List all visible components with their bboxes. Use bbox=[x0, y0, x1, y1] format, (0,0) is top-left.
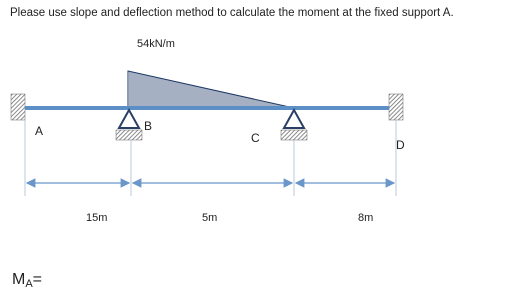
fixed-support-a-wall bbox=[11, 94, 25, 120]
support-label-c: C bbox=[251, 131, 260, 145]
question-text: Please use slope and deflection method to calculate the moment at the fixed support A. bbox=[10, 7, 454, 19]
span-length-2: 5m bbox=[202, 212, 218, 224]
load-label: 54kN/m bbox=[137, 38, 175, 50]
span-length-1: 15m bbox=[86, 212, 108, 224]
support-label-a: A bbox=[35, 124, 44, 138]
answer-symbol: M bbox=[12, 271, 26, 288]
support-label-d: D bbox=[396, 138, 405, 152]
answer-suffix: = bbox=[32, 271, 43, 288]
answer-subscript: A bbox=[25, 278, 33, 290]
pin-support-c bbox=[281, 110, 307, 140]
extension-lines bbox=[25, 120, 396, 196]
span-length-3: 8m bbox=[358, 212, 374, 224]
distributed-load bbox=[128, 71, 294, 108]
answer-prompt bbox=[12, 271, 42, 290]
pin-support-b bbox=[116, 110, 142, 140]
support-label-b: B bbox=[144, 119, 153, 133]
beam bbox=[25, 106, 389, 110]
fixed-support-d-wall bbox=[389, 94, 403, 120]
